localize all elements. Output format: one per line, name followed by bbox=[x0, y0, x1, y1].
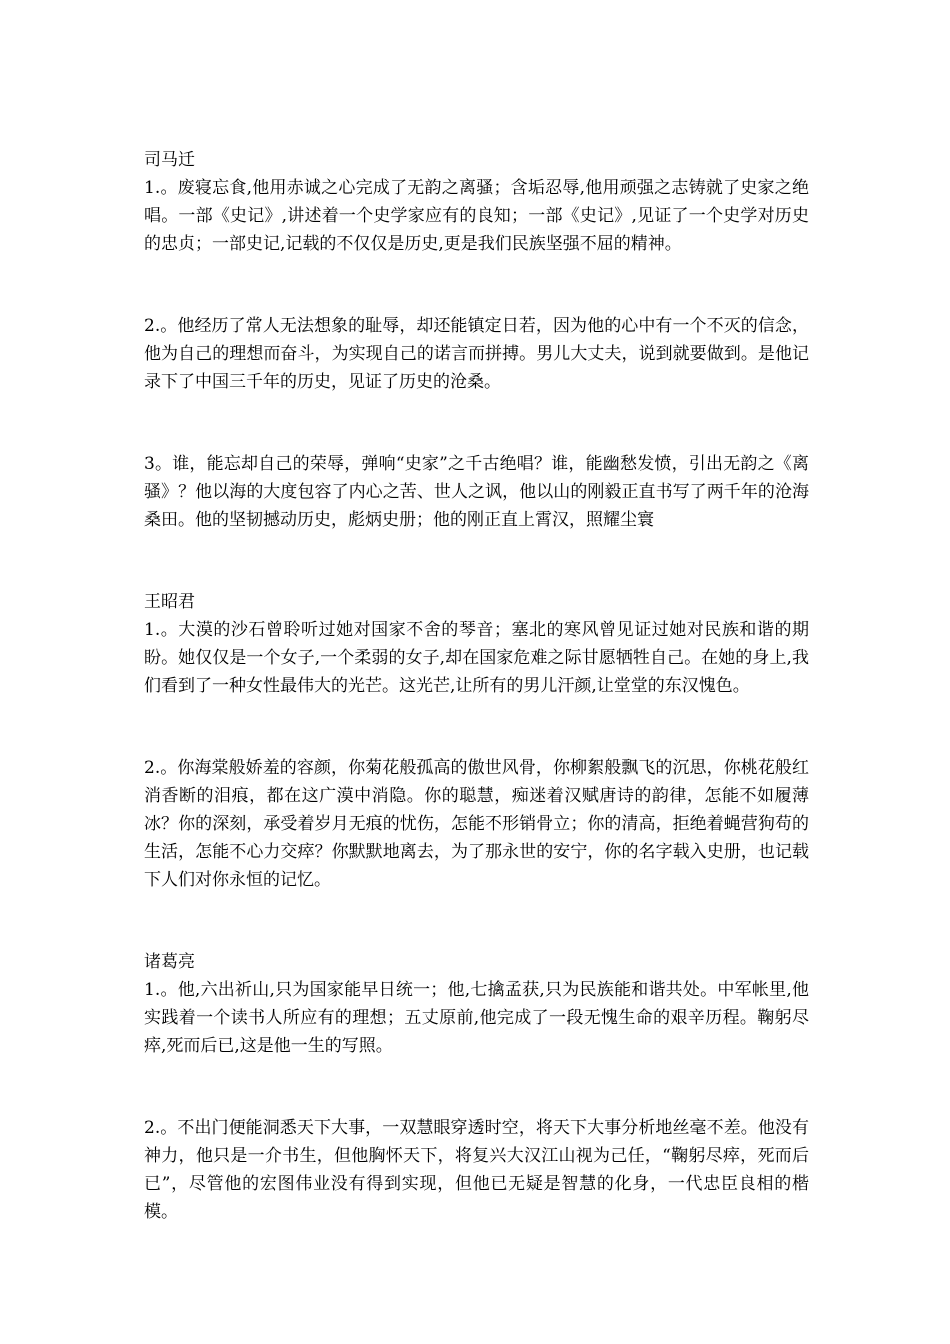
section-sima-qian bbox=[144, 146, 809, 534]
section-heading: 诸葛亮 bbox=[144, 952, 195, 972]
paragraph: 1.。大漠的沙石曾聆听过她对国家不舍的琴音；塞北的寒风曾见证过她对民族和谐的期盼。她仅仅是一个女子,一个柔弱的女子,却在国家危难之际甘愿牺牲自己。在她的身上,我们看到了一种女性最伟大的光芒。这光芒,让所有的男儿汗颜,让堂堂的东汉愧色。 bbox=[144, 620, 809, 696]
paragraph: 1.。废寝忘食,他用赤诚之心完成了无韵之离骚；含垢忍辱,他用顽强之志铸就了史家之绝唱。一部《史记》,讲述着一个史学家应有的良知；一部《史记》,见证了一个史学对历史的忠贞；一部史记,记载的不仅仅是历史,更是我们民族坚强不屈的精神。 bbox=[144, 178, 809, 254]
paragraph: 3。谁，能忘却自己的荣辱，弹响“史家”之千古绝唱？谁，能幽愁发愤，引出无韵之《离骚》？他以海的大度包容了内心之苦、世人之讽，他以山的刚毅正直书写了两千年的沧海桑田。他的坚韧撼动历史，彪炳史册；他的刚正直上霄汉，照耀尘寰 bbox=[144, 454, 809, 530]
section-heading: 王昭君 bbox=[144, 592, 195, 612]
paragraph: 2.。不出门便能洞悉天下大事，一双慧眼穿透时空，将天下大事分析地丝毫不差。他没有神力，他只是一介书生，但他胸怀天下，将复兴大汉江山视为己任，“鞠躬尽瘁，死而后已”，尽管他的宏图伟业没有得到实现，但他已无疑是智慧的化身，一代忠臣良相的楷模。 bbox=[144, 1118, 809, 1222]
document-page bbox=[144, 146, 809, 1226]
paragraph: 1.。他,六出祈山,只为国家能早日统一；他,七擒孟获,只为民族能和谐共处。中军帐里,他实践着一个读书人所应有的理想；五丈原前,他完成了一段无愧生命的艰辛历程。鞠躬尽瘁,死而后已,这是他一生的写照。 bbox=[144, 980, 809, 1056]
section-wang-zhaojun bbox=[144, 588, 809, 894]
section-heading: 司马迁 bbox=[144, 150, 195, 170]
paragraph: 2.。他经历了常人无法想象的耻辱，却还能镇定日若，因为他的心中有一个不灭的信念，他为自己的理想而奋斗，为实现自己的诺言而拼搏。男儿大丈夫，说到就要做到。是他记录下了中国三千年的历史，见证了历史的沧桑。 bbox=[144, 316, 809, 392]
section-zhuge-liang bbox=[144, 948, 809, 1226]
paragraph: 2.。你海棠般娇羞的容颜，你菊花般孤高的傲世风骨，你柳絮般飘飞的沉思，你桃花般红消香断的泪痕，都在这广漠中消隐。你的聪慧，痴迷着汉赋唐诗的韵律，怎能不如履薄冰？你的深刻，承受着岁月无痕的忧伤，怎能不形销骨立；你的清高，拒绝着蝇营狗苟的生活，怎能不心力交瘁？你默默地离去，为了那永世的安宁，你的名字载入史册，也记载下人们对你永恒的记忆。 bbox=[144, 758, 809, 890]
